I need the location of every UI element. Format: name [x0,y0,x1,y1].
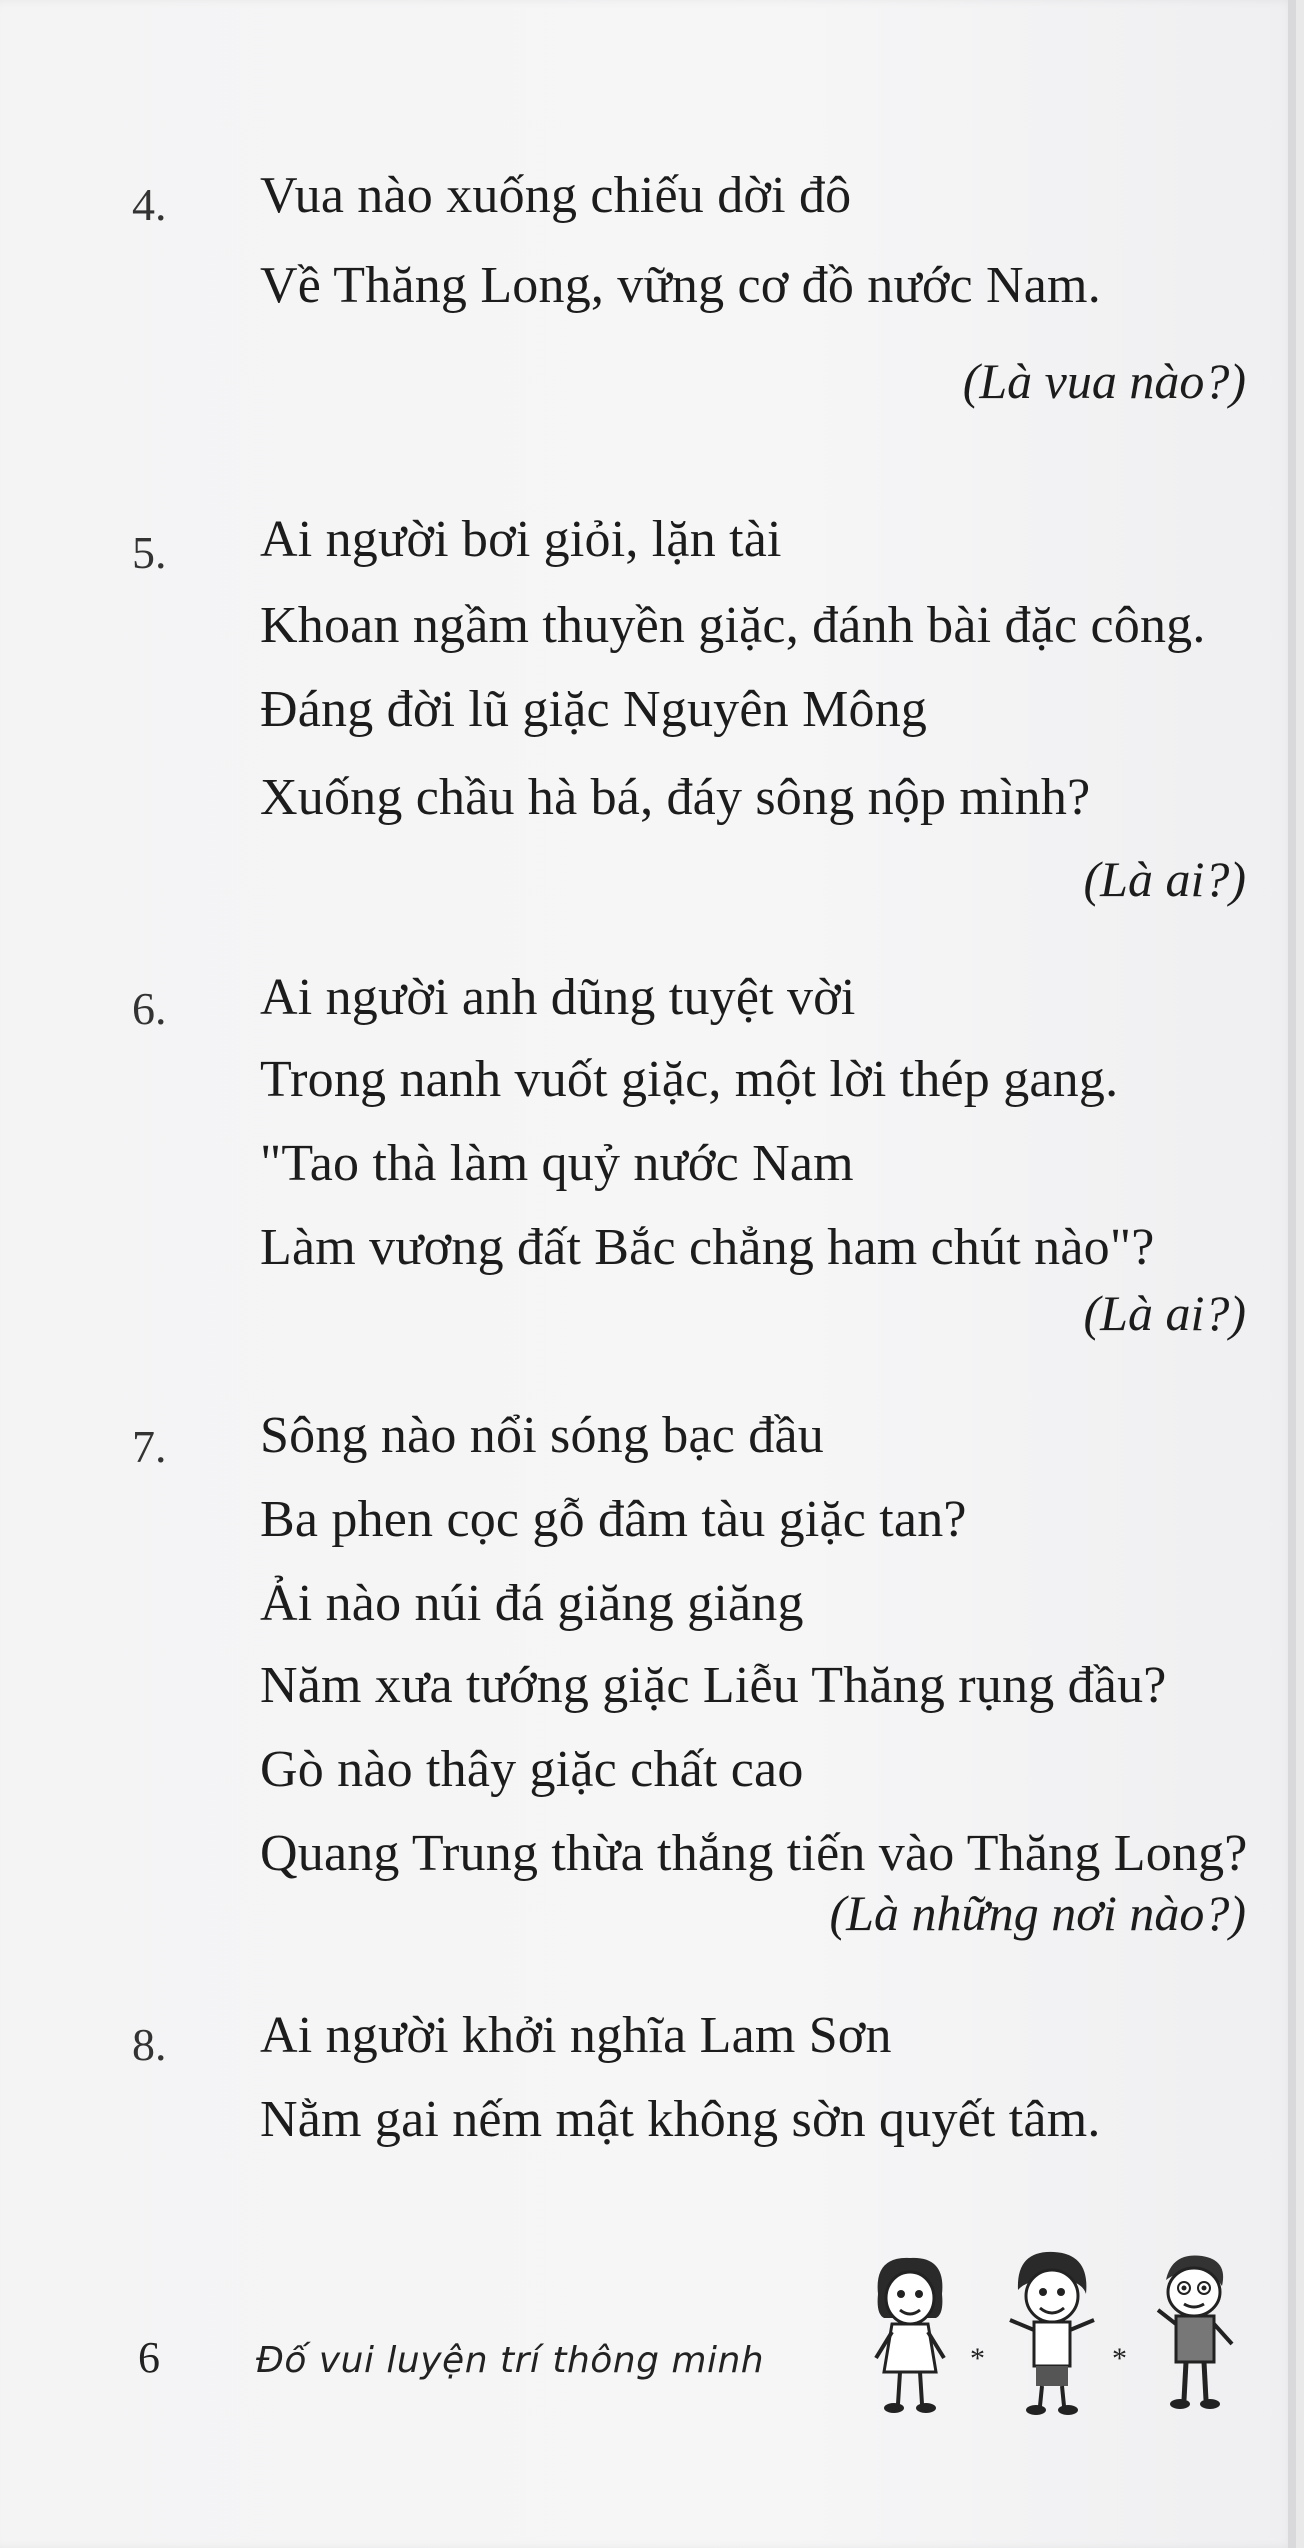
riddle-line: Gò nào thây giặc chất cao [260,1741,804,1798]
book-title: Đố vui luyện trí thông minh [256,2340,765,2381]
riddle-number: 4. [132,179,167,230]
riddle-answer: (Là ai?) [1083,1285,1246,1341]
riddle-answer: (Là vua nào?) [962,353,1246,409]
riddle-number: 6. [132,983,167,1034]
page-number: 6 [138,2333,160,2382]
boy-cartoon-icon [1158,2256,1232,2410]
riddle-answer: (Là ai?) [1083,851,1246,907]
riddle-line: Ai người anh dũng tuyệt vời [260,969,856,1026]
riddle-line: Xuống chầu hà bá, đáy sông nộp mình? [260,769,1091,826]
riddle-line: Khoan ngầm thuyền giặc, đánh bài đặc công. [260,597,1206,654]
kids-illustration [860,2250,1260,2420]
riddle-line: Năm xưa tướng giặc Liễu Thăng rụng đầu? [260,1657,1167,1714]
riddle-line: Quang Trung thừa thắng tiến vào Thăng Long? [260,1825,1248,1882]
girl-cartoon-icon [876,2258,944,2413]
riddle-line: Sông nào nổi sóng bạc đầu [260,1407,824,1464]
riddle-line: Ải nào núi đá giăng giăng [260,1575,804,1632]
riddle-line: Làm vương đất Bắc chẳng ham chút nào"? [260,1219,1155,1276]
riddle-number: 5. [132,527,167,578]
riddle-line: Ai người khởi nghĩa Lam Sơn [260,2007,892,2064]
riddle-number: 7. [132,1421,167,1472]
riddle-line: Về Thăng Long, vững cơ đồ nước Nam. [260,257,1101,314]
riddle-line: Ba phen cọc gỗ đâm tàu giặc tan? [260,1491,967,1548]
page-edge [1288,0,1296,2548]
riddle-line: Trong nanh vuốt giặc, một lời thép gang. [260,1051,1119,1108]
riddle-line: "Tao thà làm quỷ nước Nam [260,1135,854,1192]
separator-star: * [970,2342,985,2375]
boy-cartoon-icon [1010,2252,1094,2415]
separator-star: * [1112,2342,1127,2375]
riddle-line: Vua nào xuống chiếu dời đô [260,167,852,224]
riddle-number: 8. [132,2019,167,2070]
riddle-line: Ai người bơi giỏi, lặn tài [260,511,782,568]
riddle-answer: (Là những nơi nào?) [829,1885,1246,1941]
riddle-line: Đáng đời lũ giặc Nguyên Mông [260,681,928,738]
riddle-line: Nằm gai nếm mật không sờn quyết tâm. [260,2091,1101,2148]
